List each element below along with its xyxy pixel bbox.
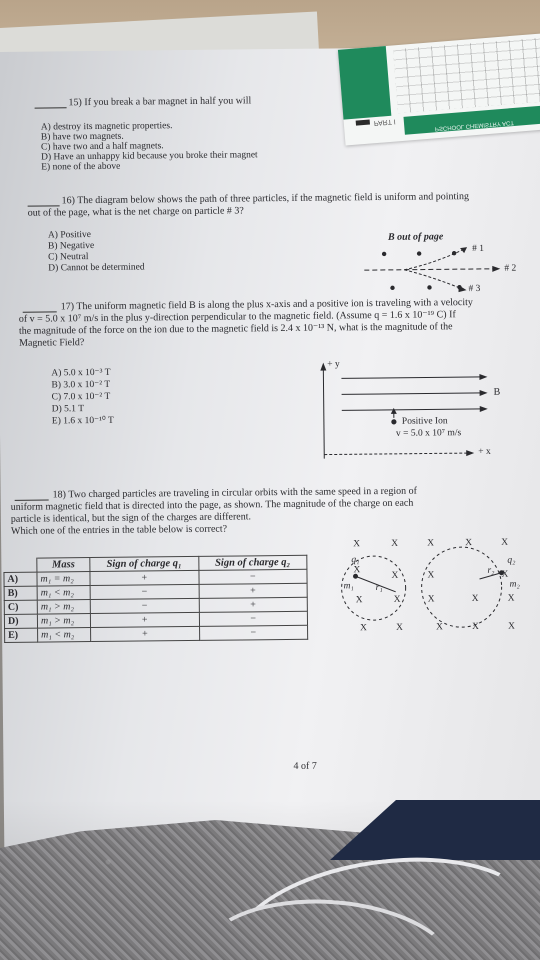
row-q2-sign: −	[199, 625, 308, 640]
field-x-mark: X	[353, 565, 361, 576]
q15-option-c: C) have two and a half magnets.	[40, 141, 164, 153]
field-x-mark: X	[427, 594, 435, 605]
field-x-mark: X	[427, 570, 435, 581]
table-header-q1: Sign of charge q₁	[90, 556, 199, 571]
row-mass: m₁ = m₂	[37, 572, 90, 587]
card-band-text: PSCHOOL CHEMISTRY ACT	[403, 106, 540, 135]
q15-option-b: B) have two magnets.	[40, 131, 124, 143]
row-q1-sign: −	[90, 598, 199, 613]
field-x-mark: X	[353, 539, 361, 550]
row-label: A)	[4, 572, 37, 586]
q16-diagram-title: B out of page	[387, 231, 444, 243]
q16-label-particle-2: # 2	[504, 263, 517, 274]
field-x-mark: X	[393, 594, 401, 605]
field-x-mark: X	[507, 593, 515, 604]
question-18-line4: Which one of the entries in the table below is correct?	[10, 523, 228, 537]
row-q1-sign: −	[90, 584, 199, 599]
row-mass: m₁ < m₂	[37, 586, 90, 601]
question-16-line1: 16) The diagram below shows the path of three particles, if the magnetic field is uniform and pointing	[61, 191, 470, 207]
question-17-line1: 17) The uniform magnetic field B is along the plus x-axis and a positive ion is traveling with a velocity	[60, 297, 473, 313]
row-label: B)	[4, 586, 37, 600]
field-x-mark: X	[395, 622, 403, 633]
q16-label-particle-3: # 3	[468, 283, 481, 295]
q17-option-c: C) 7.0 x 10⁻² T	[51, 391, 111, 403]
q17-ion-label: Positive Ion	[401, 416, 448, 427]
table-header-q2: Sign of charge q₂	[198, 555, 307, 570]
table-row	[5, 625, 308, 642]
table-header-mass: Mass	[37, 558, 90, 573]
table-corner-cell	[4, 558, 37, 572]
field-x-mark: X	[471, 593, 479, 605]
q16-option-a: A) Positive	[47, 230, 91, 241]
q17-y-axis-label: + y	[327, 359, 340, 370]
answer-blank	[35, 107, 67, 108]
q18-orbit-diagram	[331, 534, 532, 646]
card-green-strip	[338, 46, 391, 120]
q18-m1-label: m₁	[343, 581, 354, 592]
q17-x-axis-label: + x	[478, 446, 491, 457]
q18-q1-label: q₁	[351, 555, 360, 566]
card-part-label: PART I	[373, 117, 396, 127]
page-number: 4 of 7	[293, 760, 317, 772]
question-16-line2: out of the page, what is the net charge on particle # 3?	[27, 205, 244, 219]
q18-q2-label: q₂	[507, 555, 516, 566]
answer-card	[338, 33, 540, 146]
q17-field-diagram	[317, 357, 498, 461]
field-x-mark: X	[465, 538, 473, 549]
q17-option-d: D) 5.1 T	[51, 404, 85, 415]
q15-option-e: E) none of the above	[41, 161, 121, 173]
q15-option-a: A) destroy its magnetic properties.	[40, 121, 173, 133]
q16-particle-diagram	[354, 242, 525, 294]
field-x-mark: X	[507, 621, 515, 632]
q15-option-d: D) Have an unhappy kid because you broke their magnet	[41, 150, 258, 163]
field-x-mark: X	[391, 570, 399, 581]
q16-label-particle-1: # 1	[472, 243, 485, 255]
row-label: D)	[4, 614, 37, 628]
card-mark	[356, 120, 370, 126]
field-x-mark: X	[360, 623, 367, 634]
row-q1-sign: +	[90, 570, 199, 585]
q18-m2-label: m₂	[509, 579, 520, 590]
row-mass: m₁ > m₂	[37, 600, 90, 615]
question-18-line3: particle is identical, but the sign of the charges are different.	[10, 511, 252, 525]
question-15-text: 15) If you break a bar magnet in half you will	[68, 95, 252, 109]
question-17-line4: Magnetic Field?	[18, 337, 85, 349]
row-q1-sign: +	[90, 612, 199, 627]
question-18-line1: 18) Two charged particles are traveling in circular orbits with the same speed in a region of	[52, 485, 418, 501]
field-x-mark: X	[501, 569, 509, 580]
field-x-mark: X	[501, 537, 509, 548]
q16-option-c: C) Neutral	[48, 252, 89, 263]
field-x-mark: X	[391, 538, 399, 549]
q17-option-a: A) 5.0 x 10⁻³ T	[51, 367, 111, 379]
q17-option-b: B) 3.0 x 10⁻² T	[51, 379, 111, 391]
q18-r1-label: r₁	[375, 582, 383, 594]
q16-option-d: D) Cannot be determined	[48, 262, 145, 274]
row-label: C)	[4, 600, 37, 614]
question-17-line3: the magnitude of the force on the ion due to the magnetic field is 2.4 x 10⁻¹³ N, what is the magnitude of the	[18, 321, 453, 337]
q17-velocity-label: v = 5.0 x 10⁷ m/s	[395, 428, 462, 439]
row-label: E)	[5, 628, 38, 642]
row-mass: m₁ > m₂	[37, 614, 90, 629]
field-x-mark: X	[435, 622, 443, 633]
q18-answer-table	[3, 555, 308, 643]
q16-option-b: B) Negative	[47, 240, 95, 252]
field-x-mark: X	[471, 621, 479, 633]
row-q2-sign: +	[199, 597, 308, 612]
worksheet-page	[0, 46, 540, 880]
row-q2-sign: −	[198, 569, 307, 584]
row-q1-sign: +	[91, 626, 200, 641]
question-18-line2: uniform magnetic field that is directed into the page, as shown. The magnitude of the charge on each	[10, 497, 414, 513]
row-q2-sign: +	[199, 583, 308, 598]
row-mass: m₁ < m₂	[38, 628, 91, 643]
card-bubble-grid	[393, 37, 540, 113]
field-x-mark: X	[427, 538, 435, 549]
q18-r2-label: r₂	[487, 565, 495, 576]
q17-option-e: E) 1.6 x 10⁻¹⁰ T	[51, 415, 114, 427]
q17-b-label: B	[493, 386, 501, 398]
question-17-line2: of v = 5.0 x 10⁷ m/s in the plus y-direction perpendicular to the magnetic field. (Assume q = 1.6 x 10⁻¹⁹ C) If	[18, 309, 456, 325]
row-q2-sign: −	[199, 611, 308, 626]
field-x-mark: X	[355, 595, 363, 606]
